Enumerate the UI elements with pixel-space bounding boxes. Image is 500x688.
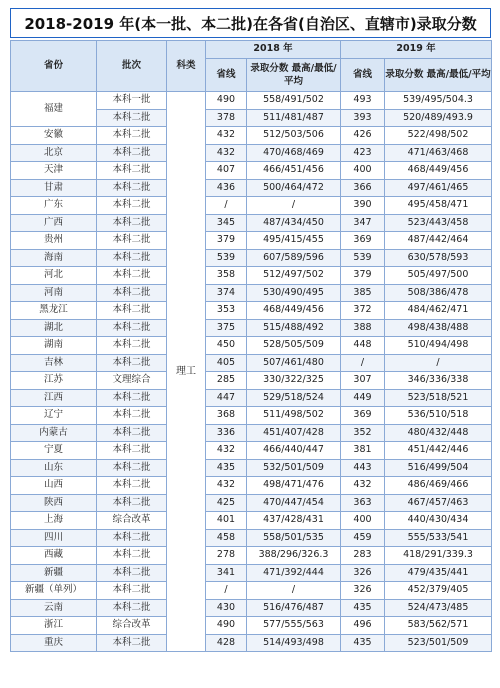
province-cell: 上海 xyxy=(11,512,97,530)
scores-2019-cell: 418/291/339.3 xyxy=(385,547,492,565)
scores-2019-cell: 539/495/504.3 xyxy=(385,92,492,110)
province-cell: 江苏 xyxy=(11,372,97,390)
province-cell: 福建 xyxy=(11,92,97,127)
scores-2018-cell: 530/490/495 xyxy=(247,284,341,302)
scores-2019-cell: 508/386/478 xyxy=(385,284,492,302)
table-row xyxy=(11,547,492,565)
province-cell: 河北 xyxy=(11,267,97,285)
scores-2019-cell: 479/435/441 xyxy=(385,564,492,582)
table-row xyxy=(11,162,492,180)
province-cell: 黑龙江 xyxy=(11,302,97,320)
line-2018-cell: 341 xyxy=(206,564,247,582)
province-cell: 江西 xyxy=(11,389,97,407)
batch-cell: 本科二批 xyxy=(97,442,167,460)
scores-2018-cell: 558/501/535 xyxy=(247,529,341,547)
batch-cell: 本科二批 xyxy=(97,179,167,197)
province-cell: 安徽 xyxy=(11,127,97,145)
table-row xyxy=(11,494,492,512)
batch-cell: 本科二批 xyxy=(97,582,167,600)
scores-2019-cell: 451/442/446 xyxy=(385,442,492,460)
province-cell: 湖南 xyxy=(11,337,97,355)
table-row xyxy=(11,179,492,197)
line-2018-cell: 345 xyxy=(206,214,247,232)
table-row xyxy=(11,267,492,285)
scores-2019-cell: 523/518/521 xyxy=(385,389,492,407)
table-row xyxy=(11,319,492,337)
table-row xyxy=(11,634,492,652)
province-cell: 山西 xyxy=(11,477,97,495)
scores-2019-cell: 452/379/405 xyxy=(385,582,492,600)
line-2018-cell: 379 xyxy=(206,232,247,250)
table-row xyxy=(11,477,492,495)
scores-2019-cell: 480/432/448 xyxy=(385,424,492,442)
province-cell: 内蒙古 xyxy=(11,424,97,442)
table-row xyxy=(11,354,492,372)
header-line-2019: 省线 xyxy=(341,58,385,91)
scores-2019-cell: 583/562/571 xyxy=(385,617,492,635)
line-2019-cell: 390 xyxy=(341,197,385,215)
province-cell: 甘肃 xyxy=(11,179,97,197)
scores-2018-cell: 470/468/469 xyxy=(247,144,341,162)
scores-2018-cell: 466/451/456 xyxy=(247,162,341,180)
line-2019-cell: 426 xyxy=(341,127,385,145)
province-cell: 重庆 xyxy=(11,634,97,652)
table-row xyxy=(11,459,492,477)
scores-2019-cell: 522/498/502 xyxy=(385,127,492,145)
scores-2018-cell: 495/415/455 xyxy=(247,232,341,250)
table-row xyxy=(11,302,492,320)
line-2018-cell: 401 xyxy=(206,512,247,530)
table-row xyxy=(11,617,492,635)
batch-cell: 本科二批 xyxy=(97,424,167,442)
scores-2019-cell: 498/438/488 xyxy=(385,319,492,337)
line-2018-cell: 432 xyxy=(206,127,247,145)
table-row xyxy=(11,407,492,425)
line-2019-cell: 459 xyxy=(341,529,385,547)
line-2019-cell: 423 xyxy=(341,144,385,162)
province-cell: 北京 xyxy=(11,144,97,162)
batch-cell: 本科二批 xyxy=(97,407,167,425)
scores-2018-cell: / xyxy=(247,197,341,215)
header-subject: 科类 xyxy=(167,41,206,92)
table-row xyxy=(11,92,492,110)
batch-cell: 综合改革 xyxy=(97,617,167,635)
batch-cell: 本科二批 xyxy=(97,162,167,180)
province-cell: 辽宁 xyxy=(11,407,97,425)
table-row xyxy=(11,442,492,460)
batch-cell: 本科二批 xyxy=(97,494,167,512)
line-2018-cell: 490 xyxy=(206,92,247,110)
batch-cell: 本科二批 xyxy=(97,319,167,337)
line-2018-cell: 285 xyxy=(206,372,247,390)
line-2019-cell: 369 xyxy=(341,232,385,250)
batch-cell: 本科二批 xyxy=(97,109,167,127)
province-cell: 宁夏 xyxy=(11,442,97,460)
scores-2019-cell: 524/473/485 xyxy=(385,599,492,617)
scores-2018-cell: 532/501/509 xyxy=(247,459,341,477)
scores-2018-cell: 388/296/326.3 xyxy=(247,547,341,565)
province-cell: 浙江 xyxy=(11,617,97,635)
line-2019-cell: 369 xyxy=(341,407,385,425)
batch-cell: 本科二批 xyxy=(97,459,167,477)
scores-2019-cell: 630/578/593 xyxy=(385,249,492,267)
line-2018-cell: 353 xyxy=(206,302,247,320)
scores-2019-cell: 486/469/466 xyxy=(385,477,492,495)
batch-cell: 本科二批 xyxy=(97,197,167,215)
batch-cell: 本科二批 xyxy=(97,337,167,355)
scores-2019-cell: 520/489/493.9 xyxy=(385,109,492,127)
table-row xyxy=(11,564,492,582)
line-2019-cell: 388 xyxy=(341,319,385,337)
table-row xyxy=(11,127,492,145)
scores-2019-cell: / xyxy=(385,354,492,372)
line-2018-cell: 490 xyxy=(206,617,247,635)
scores-2018-cell: 468/449/456 xyxy=(247,302,341,320)
table-row xyxy=(11,144,492,162)
scores-2018-cell: 512/503/506 xyxy=(247,127,341,145)
scores-2018-cell: 529/518/524 xyxy=(247,389,341,407)
line-2018-cell: 432 xyxy=(206,144,247,162)
province-cell: 广西 xyxy=(11,214,97,232)
scores-2019-cell: 468/449/456 xyxy=(385,162,492,180)
batch-cell: 本科二批 xyxy=(97,547,167,565)
table-row xyxy=(11,249,492,267)
batch-cell: 本科二批 xyxy=(97,477,167,495)
line-2018-cell: 432 xyxy=(206,442,247,460)
line-2019-cell: 393 xyxy=(341,109,385,127)
scores-2019-cell: 495/458/471 xyxy=(385,197,492,215)
line-2019-cell: 432 xyxy=(341,477,385,495)
batch-cell: 本科二批 xyxy=(97,249,167,267)
line-2018-cell: 447 xyxy=(206,389,247,407)
scores-2018-cell: 516/476/487 xyxy=(247,599,341,617)
province-cell: 海南 xyxy=(11,249,97,267)
batch-cell: 本科二批 xyxy=(97,354,167,372)
line-2019-cell: 366 xyxy=(341,179,385,197)
scores-2018-cell: 577/555/563 xyxy=(247,617,341,635)
line-2018-cell: 430 xyxy=(206,599,247,617)
line-2018-cell: 539 xyxy=(206,249,247,267)
batch-cell: 本科二批 xyxy=(97,144,167,162)
line-2019-cell: 448 xyxy=(341,337,385,355)
page-title: 2018-2019 年(本一批、本二批)在各省(自治区、直辖市)录取分数 xyxy=(10,8,491,38)
scores-2018-cell: 500/464/472 xyxy=(247,179,341,197)
scores-2019-cell: 497/461/465 xyxy=(385,179,492,197)
batch-cell: 综合改革 xyxy=(97,512,167,530)
line-2018-cell: 450 xyxy=(206,337,247,355)
province-cell: 新疆（单列） xyxy=(11,582,97,600)
scores-2018-cell: 511/498/502 xyxy=(247,407,341,425)
line-2019-cell: 400 xyxy=(341,512,385,530)
line-2018-cell: 375 xyxy=(206,319,247,337)
table-row xyxy=(11,197,492,215)
table-row xyxy=(11,424,492,442)
line-2019-cell: 326 xyxy=(341,582,385,600)
province-cell: 贵州 xyxy=(11,232,97,250)
line-2019-cell: 496 xyxy=(341,617,385,635)
province-cell: 天津 xyxy=(11,162,97,180)
line-2019-cell: 347 xyxy=(341,214,385,232)
province-cell: 吉林 xyxy=(11,354,97,372)
line-2019-cell: 493 xyxy=(341,92,385,110)
province-cell: 四川 xyxy=(11,529,97,547)
header-line-2018: 省线 xyxy=(206,58,247,91)
table-row xyxy=(11,214,492,232)
subject-cell: 理工 xyxy=(167,92,206,652)
header-scores-2018: 录取分数 最高/最低/平均 xyxy=(247,58,341,91)
scores-2019-cell: 484/462/471 xyxy=(385,302,492,320)
province-cell: 云南 xyxy=(11,599,97,617)
line-2019-cell: 435 xyxy=(341,599,385,617)
batch-cell: 本科二批 xyxy=(97,267,167,285)
table-row xyxy=(11,232,492,250)
scores-2019-cell: 487/442/464 xyxy=(385,232,492,250)
line-2018-cell: 378 xyxy=(206,109,247,127)
line-2018-cell: 405 xyxy=(206,354,247,372)
scores-2018-cell: / xyxy=(247,582,341,600)
line-2019-cell: 449 xyxy=(341,389,385,407)
line-2018-cell: 432 xyxy=(206,477,247,495)
scores-2018-cell: 528/505/509 xyxy=(247,337,341,355)
scores-2018-cell: 558/491/502 xyxy=(247,92,341,110)
scores-2018-cell: 437/428/431 xyxy=(247,512,341,530)
header-scores-2019: 录取分数 最高/最低/平均 xyxy=(385,58,492,91)
province-cell: 湖北 xyxy=(11,319,97,337)
line-2018-cell: 435 xyxy=(206,459,247,477)
line-2019-cell: 372 xyxy=(341,302,385,320)
scores-2019-cell: 523/443/458 xyxy=(385,214,492,232)
scores-2019-cell: 346/336/338 xyxy=(385,372,492,390)
line-2019-cell: 379 xyxy=(341,267,385,285)
province-cell: 新疆 xyxy=(11,564,97,582)
table-row xyxy=(11,582,492,600)
batch-cell: 文理综合 xyxy=(97,372,167,390)
table-row xyxy=(11,529,492,547)
line-2018-cell: / xyxy=(206,197,247,215)
scores-2019-cell: 516/499/504 xyxy=(385,459,492,477)
batch-cell: 本科二批 xyxy=(97,389,167,407)
batch-cell: 本科二批 xyxy=(97,284,167,302)
scores-2019-cell: 510/494/498 xyxy=(385,337,492,355)
scores-2018-cell: 451/407/428 xyxy=(247,424,341,442)
province-cell: 广东 xyxy=(11,197,97,215)
scores-2019-cell: 505/497/500 xyxy=(385,267,492,285)
line-2019-cell: 307 xyxy=(341,372,385,390)
scores-2018-cell: 498/471/476 xyxy=(247,477,341,495)
header-year-2018: 2018 年 xyxy=(206,41,341,59)
table-row xyxy=(11,337,492,355)
line-2018-cell: 368 xyxy=(206,407,247,425)
line-2019-cell: 352 xyxy=(341,424,385,442)
scores-2018-cell: 515/488/492 xyxy=(247,319,341,337)
scores-2019-cell: 471/463/468 xyxy=(385,144,492,162)
line-2019-cell: 400 xyxy=(341,162,385,180)
line-2019-cell: 363 xyxy=(341,494,385,512)
table-body xyxy=(11,92,492,652)
scores-2019-cell: 555/533/541 xyxy=(385,529,492,547)
scores-2019-cell: 440/430/434 xyxy=(385,512,492,530)
admission-scores-table xyxy=(10,40,492,652)
scores-2018-cell: 607/589/596 xyxy=(247,249,341,267)
batch-cell: 本科二批 xyxy=(97,302,167,320)
table-row xyxy=(11,389,492,407)
batch-cell: 本科二批 xyxy=(97,529,167,547)
province-cell: 西藏 xyxy=(11,547,97,565)
scores-2019-cell: 523/501/509 xyxy=(385,634,492,652)
header-province: 省份 xyxy=(11,41,97,92)
line-2018-cell: 407 xyxy=(206,162,247,180)
province-cell: 山东 xyxy=(11,459,97,477)
batch-cell: 本科二批 xyxy=(97,599,167,617)
province-cell: 陕西 xyxy=(11,494,97,512)
batch-cell: 本科二批 xyxy=(97,232,167,250)
scores-2018-cell: 470/447/454 xyxy=(247,494,341,512)
scores-2018-cell: 514/493/498 xyxy=(247,634,341,652)
line-2019-cell: 283 xyxy=(341,547,385,565)
header-year-2019: 2019 年 xyxy=(341,41,492,59)
batch-cell: 本科一批 xyxy=(97,92,167,110)
line-2019-cell: 326 xyxy=(341,564,385,582)
header-batch: 批次 xyxy=(97,41,167,92)
batch-cell: 本科二批 xyxy=(97,214,167,232)
line-2018-cell: 278 xyxy=(206,547,247,565)
scores-2019-cell: 536/510/518 xyxy=(385,407,492,425)
table-row xyxy=(11,372,492,390)
scores-2018-cell: 330/322/325 xyxy=(247,372,341,390)
line-2019-cell: 381 xyxy=(341,442,385,460)
line-2019-cell: / xyxy=(341,354,385,372)
line-2018-cell: 458 xyxy=(206,529,247,547)
batch-cell: 本科二批 xyxy=(97,634,167,652)
scores-2019-cell: 467/457/463 xyxy=(385,494,492,512)
line-2018-cell: 425 xyxy=(206,494,247,512)
table-row xyxy=(11,512,492,530)
scores-2018-cell: 507/461/480 xyxy=(247,354,341,372)
table-row xyxy=(11,284,492,302)
line-2018-cell: 358 xyxy=(206,267,247,285)
scores-2018-cell: 512/497/502 xyxy=(247,267,341,285)
scores-2018-cell: 471/392/444 xyxy=(247,564,341,582)
scores-2018-cell: 466/440/447 xyxy=(247,442,341,460)
province-cell: 河南 xyxy=(11,284,97,302)
scores-2018-cell: 511/481/487 xyxy=(247,109,341,127)
table-row xyxy=(11,599,492,617)
batch-cell: 本科二批 xyxy=(97,564,167,582)
line-2018-cell: 374 xyxy=(206,284,247,302)
line-2019-cell: 385 xyxy=(341,284,385,302)
line-2018-cell: 436 xyxy=(206,179,247,197)
scores-2018-cell: 487/434/450 xyxy=(247,214,341,232)
batch-cell: 本科二批 xyxy=(97,127,167,145)
line-2018-cell: / xyxy=(206,582,247,600)
line-2019-cell: 539 xyxy=(341,249,385,267)
line-2019-cell: 443 xyxy=(341,459,385,477)
line-2018-cell: 428 xyxy=(206,634,247,652)
line-2018-cell: 336 xyxy=(206,424,247,442)
line-2019-cell: 435 xyxy=(341,634,385,652)
